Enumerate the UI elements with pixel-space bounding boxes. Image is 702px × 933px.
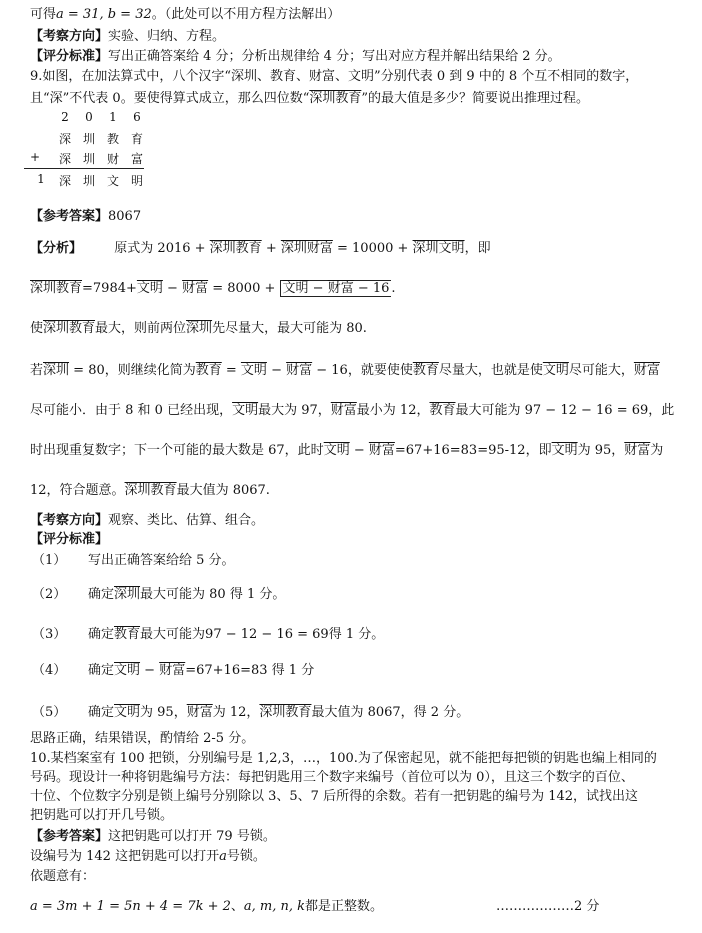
q10-equation-line <box>30 898 670 916</box>
text: 最大可能为 97 − 12 − 16 = 69，此 <box>455 403 675 418</box>
answer-line <box>30 208 141 226</box>
overlined-number: 深圳财富 <box>280 241 333 256</box>
q9-direction-label: 【考察方向】 <box>30 513 109 528</box>
q8-criteria-label: 【评分标准】 <box>30 49 109 64</box>
overlined-number: 教育 <box>114 627 141 642</box>
text: − 16，就要使使 <box>312 363 413 378</box>
text: 确定 <box>88 587 115 602</box>
q8-direction-text: 实验、归纳、方程。 <box>108 29 226 44</box>
digit: 6 <box>133 110 141 124</box>
overlined-number: 深圳 <box>114 587 141 602</box>
char: 深 <box>58 152 71 166</box>
text: = 80，则继续化简为 <box>69 363 196 378</box>
text: ，即 <box>464 241 491 256</box>
char: 深 <box>58 174 71 188</box>
overlined-number: 深圳教育 <box>259 705 312 720</box>
text: + <box>261 241 281 256</box>
criteria-text <box>88 662 314 680</box>
overlined-number: 财富 <box>182 281 209 296</box>
char: 育 <box>130 132 143 146</box>
q10-line1: 10.某档案室有 100 把锁，分别编号是 1,2,3，…，100.为了保密起见，就不能把每把锁的钥匙也编上相同的 <box>30 751 657 766</box>
text: 最大可能为 <box>140 627 206 642</box>
analysis-line6 <box>30 442 663 460</box>
criteria-number: （2） <box>32 587 67 602</box>
overlined-number: 深圳教育 <box>43 321 96 336</box>
text: 都是正整数。 <box>305 899 384 914</box>
q10-answer-text: 这把钥匙可以打开 79 号锁。 <box>108 829 276 844</box>
overlined-number: 文明 <box>542 363 569 378</box>
text: 设编号为 142 这把钥匙可以打开 <box>30 849 220 864</box>
char: 教 <box>106 132 119 146</box>
analysis-line1 <box>30 240 491 258</box>
text: 97 − 12 − 16 = 69 <box>205 627 329 642</box>
criteria-number: （4） <box>32 663 67 678</box>
q9-direction <box>30 512 264 530</box>
overlined-number: 财富 <box>624 443 651 458</box>
text: − <box>349 443 369 458</box>
analysis-line4 <box>30 362 660 380</box>
text: 确定 <box>88 627 115 642</box>
overlined-number: 教育 <box>195 363 222 378</box>
text: 最大为 97， <box>258 403 331 418</box>
text: . <box>391 281 396 296</box>
q9-criteria-label: 【评分标准】 <box>30 532 109 547</box>
text: 尽量大，也就是使 <box>438 363 543 378</box>
overlined-number: 财富 <box>327 281 354 296</box>
criteria-text: 写出正确答案给给 5 分。 <box>88 553 235 568</box>
text: 12，符合题意。 <box>30 483 125 498</box>
q10-answer <box>30 828 276 846</box>
digit: 0 <box>85 110 93 124</box>
overlined-number: 文明 <box>114 663 141 678</box>
char: 圳 <box>82 132 95 146</box>
overlined-number: 深圳教育 <box>209 241 262 256</box>
intro-equation: a = 31, b = 32 <box>56 7 152 22</box>
analysis-line3 <box>30 320 367 338</box>
overlined-number: 财富 <box>286 363 313 378</box>
text: 最大可能为 80 得 1 分。 <box>140 587 286 602</box>
overlined-number: 深圳 <box>186 321 213 336</box>
text: 尽可能大， <box>568 363 634 378</box>
q8-criteria-text: 写出正确答案给 4 分；分析出规律给 4 分；写出对应方程并解出结果给 2 分。 <box>108 49 561 64</box>
overlined-number: 教育 <box>412 363 439 378</box>
q8-direction-label: 【考察方向】 <box>30 29 109 44</box>
criteria-text <box>88 704 469 722</box>
text: 确定 <box>88 705 115 720</box>
criteria-number: （1） <box>32 553 67 568</box>
q10-line4: 把钥匙可以打开几号锁。 <box>30 808 174 823</box>
overlined-number: 文明 <box>551 443 578 458</box>
text: 最大值为 8067. <box>176 483 270 498</box>
q9-line2 <box>30 90 589 108</box>
char: 明 <box>130 174 143 188</box>
sum-rule <box>24 168 144 169</box>
intro-suffix: 。（此处可以不用方程方法解出） <box>151 7 341 22</box>
overlined-number: 文明 <box>282 281 309 296</box>
analysis-line7 <box>30 482 270 500</box>
text: 原式为 2016 + <box>114 241 210 256</box>
overlined-number: 文明 <box>232 403 259 418</box>
text: 最小为 12， <box>356 403 430 418</box>
overlined-number: 财富 <box>159 663 186 678</box>
digit: 1 <box>37 172 45 186</box>
text: − <box>162 281 183 296</box>
char: 深 <box>58 132 71 146</box>
q10-line3: 十位、个位数字分别是锁上编号分别除以 3、5、7 后所得的余数。若有一把钥匙的编号为 142，试找出这 <box>30 789 639 804</box>
overlined-number: 财富 <box>186 705 213 720</box>
text: =67+16=83=95-12，即 <box>394 443 552 458</box>
q9-line2-b: ”的最大值是多少？简要说出推理过程。 <box>361 91 590 106</box>
text: = 10000 + <box>332 241 413 256</box>
overlined-number: 深圳文明 <box>412 241 465 256</box>
text: =67+16=83 得 1 分 <box>185 663 315 678</box>
variable: a <box>219 849 227 864</box>
analysis-line2 <box>30 280 396 298</box>
overlined-number: 深圳 <box>43 363 70 378</box>
q10-answer-label: 【参考答案】 <box>30 829 109 844</box>
text: 时出现重复数字；下一个可能的最大数是 67，此时 <box>30 443 324 458</box>
q9-line2-a: 且“深”不代表 0。要使得算式成立，那么四位数“ <box>30 91 310 106</box>
variables: a, m, n, k <box>243 899 306 914</box>
intro-line <box>30 6 340 24</box>
text: 得 1 分。 <box>328 627 385 642</box>
floor-bracket <box>280 280 392 297</box>
overlined-number: 文明 <box>323 443 350 458</box>
text: 先尽量大，最大可能为 80. <box>212 321 367 336</box>
score-marker: ………………2 分 <box>496 899 600 914</box>
analysis-line5 <box>30 402 674 420</box>
text: 为 95， <box>140 705 187 720</box>
q9-direction-text: 观察、类比、估算、组合。 <box>108 513 265 528</box>
text: 最大值为 8067，得 2 分。 <box>311 705 470 720</box>
q10-given: 依题意有： <box>30 869 96 884</box>
q9-line1: 9.如图，在加法算式中，八个汉字“深圳、教育、财富、文明”分别代表 0 到 9 中的 8 个互不相同的数字， <box>30 69 639 84</box>
text: 为 95， <box>577 443 625 458</box>
text: = 8000 + <box>208 281 280 296</box>
overlined-number: 深圳教育 <box>30 281 83 296</box>
text: 号锁。 <box>226 849 266 864</box>
answer-value: 8067 <box>108 209 142 224</box>
criteria-text <box>88 626 384 644</box>
text: = <box>221 363 241 378</box>
criteria-number: （3） <box>32 627 67 642</box>
overlined-number: 文明 <box>114 705 141 720</box>
text: 为 12， <box>212 705 260 720</box>
digit: 1 <box>109 110 117 124</box>
overlined-number: 财富 <box>368 443 395 458</box>
q10-line2: 号码。现设计一种将钥匙编号方法：每把钥匙用三个数字来编号（首位可以为 0），且这三个数字的百位、 <box>30 770 634 785</box>
q9-overlined-word: 深圳教育 <box>309 91 362 106</box>
text: 使 <box>30 321 44 336</box>
text: 尽可能小．由于 8 和 0 已经出现， <box>30 403 233 418</box>
overlined-number: 财富 <box>633 363 660 378</box>
digit: 2 <box>61 110 69 124</box>
partial-credit-note: 思路正确，结果错误，酌情给 2-5 分。 <box>30 731 255 746</box>
criteria-text <box>88 586 285 604</box>
char: 文 <box>106 174 119 188</box>
intro-prefix: 可得 <box>30 7 57 22</box>
text: 、 <box>230 899 244 914</box>
overlined-number: 财富 <box>330 403 357 418</box>
criteria-number: （5） <box>32 705 67 720</box>
text: − <box>308 281 328 296</box>
overlined-number: 文明 <box>240 363 267 378</box>
answer-label: 【参考答案】 <box>30 209 109 224</box>
text: − <box>266 363 287 378</box>
text: =7984+ <box>82 281 137 296</box>
overlined-number: 深圳教育 <box>124 483 177 498</box>
overlined-number: 文明 <box>136 281 163 296</box>
text: − 16 <box>353 281 390 296</box>
plus-sign: + <box>29 150 41 164</box>
overlined-number: 教育 <box>429 403 456 418</box>
text: 确定 <box>88 663 115 678</box>
text: 最大，则前两位 <box>95 321 187 336</box>
analysis-label: 【分析】 <box>30 241 83 256</box>
q8-direction <box>30 28 225 46</box>
text: − <box>140 663 160 678</box>
text: 若 <box>30 363 44 378</box>
q8-criteria <box>30 48 561 66</box>
char: 富 <box>130 152 143 166</box>
q10-setup <box>30 848 266 866</box>
char: 圳 <box>82 152 95 166</box>
char: 财 <box>106 152 119 166</box>
equation: a = 3m + 1 = 5n + 4 = 7k + 2 <box>30 899 231 914</box>
text: 为 <box>650 443 664 458</box>
char: 圳 <box>82 174 95 188</box>
